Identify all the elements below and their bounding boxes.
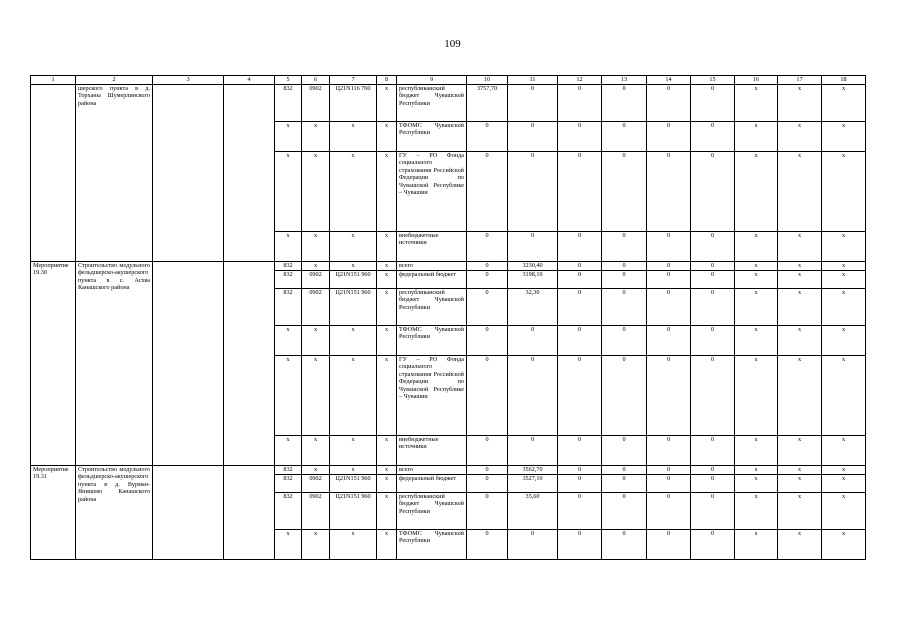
value-cell: x [302,152,330,232]
value-cell: x [735,152,778,232]
header-row [31,76,866,85]
value-cell: 0 [691,271,735,289]
column-header: 3 [153,76,224,85]
value-cell: x [275,436,302,466]
value-cell: 0 [558,271,602,289]
executor-cell [153,262,224,466]
funding-source-cell: всего [397,262,467,271]
value-cell: 0 [647,475,691,493]
value-cell: 0 [647,289,691,326]
value-cell: x [377,152,397,232]
value-cell: Ц21N116 760 [330,85,377,122]
value-cell: x [778,262,822,271]
funding-source-cell: всего [397,466,467,475]
table-row [31,262,866,271]
value-cell: x [330,530,377,560]
value-cell: 0 [647,466,691,475]
column-header: 8 [377,76,397,85]
column-header: 16 [735,76,778,85]
value-cell: x [377,271,397,289]
value-cell: 0 [691,326,735,356]
value-cell: 0 [691,262,735,271]
value-cell: x [822,262,866,271]
table-row [31,85,866,122]
column-header: 17 [778,76,822,85]
value-cell: 0 [602,326,647,356]
column-header: 7 [330,76,377,85]
value-cell: 3562,70 [508,466,558,475]
value-cell: x [377,232,397,262]
value-cell: x [330,466,377,475]
column-header: 11 [508,76,558,85]
value-cell: x [822,466,866,475]
value-cell: 0902 [302,289,330,326]
value-cell: x [735,232,778,262]
value-cell: 0 [558,289,602,326]
value-cell: x [377,356,397,436]
funding-source-cell: республиканский бюджет Чувашской Республики [397,289,467,326]
value-cell: 0 [467,271,508,289]
value-cell: 3527,10 [508,475,558,493]
value-cell: 0 [508,356,558,436]
value-cell: x [377,475,397,493]
value-cell: 0 [602,152,647,232]
value-cell: Ц21N151 960 [330,289,377,326]
value-cell: x [330,356,377,436]
value-cell: 0 [691,530,735,560]
value-cell: x [330,152,377,232]
value-cell: 0 [467,262,508,271]
value-cell: x [275,232,302,262]
value-cell: 0 [602,493,647,530]
column-header: 12 [558,76,602,85]
name-cell: шерского пункта в д. Торханы Шумерлинского района [76,85,153,262]
value-cell: 0 [602,262,647,271]
column-header: 13 [602,76,647,85]
value-cell: 0 [647,262,691,271]
value-cell: x [275,122,302,152]
value-cell: x [377,530,397,560]
value-cell: 0 [508,436,558,466]
value-cell: 0902 [302,85,330,122]
value-cell: x [735,475,778,493]
value-cell: 0 [602,122,647,152]
value-cell: 0 [647,493,691,530]
value-cell: 0 [647,530,691,560]
value-cell: 0 [467,436,508,466]
value-cell: Ц21N151 960 [330,475,377,493]
executor-cell [153,466,224,560]
funding-source-cell: ГУ – РО Фонда социального страхования Российской Федерации по Чувашской Республике – Чувашии [397,356,467,436]
value-cell: 0 [691,466,735,475]
value-cell: 832 [275,85,302,122]
value-cell: x [377,326,397,356]
value-cell: 0 [558,475,602,493]
value-cell: 0 [508,530,558,560]
value-cell: 0 [602,232,647,262]
value-cell: 0 [467,152,508,232]
funding-source-cell: внебюджетные источники [397,232,467,262]
value-cell: x [377,493,397,530]
value-cell: 0 [558,232,602,262]
value-cell: x [822,271,866,289]
value-cell: x [778,271,822,289]
event-cell: Мероприятие 19.30 [31,262,76,466]
value-cell: 0 [558,493,602,530]
value-cell: 0 [558,326,602,356]
value-cell: 0 [467,493,508,530]
value-cell: 0902 [302,493,330,530]
page-number: 109 [444,38,461,50]
funding-source-cell: внебюджетные источники [397,436,467,466]
value-cell: x [377,262,397,271]
column-header: 5 [275,76,302,85]
funding-source-cell: федеральный бюджет [397,475,467,493]
value-cell: 0 [467,289,508,326]
value-cell: 0 [602,436,647,466]
value-cell: 0 [602,289,647,326]
value-cell: 0 [467,122,508,152]
value-cell: x [735,122,778,152]
value-cell: 0 [558,152,602,232]
value-cell: x [735,289,778,326]
value-cell: x [735,271,778,289]
value-cell: 0 [467,475,508,493]
column-header: 18 [822,76,866,85]
value-cell: Ц21N151 960 [330,493,377,530]
value-cell: 0 [558,436,602,466]
value-cell: x [778,466,822,475]
column-header: 2 [76,76,153,85]
value-cell: 0 [602,475,647,493]
value-cell: x [822,356,866,436]
value-cell: 0 [602,530,647,560]
value-cell: 832 [275,475,302,493]
value-cell: 0 [691,289,735,326]
value-cell: x [330,122,377,152]
value-cell: 0 [508,85,558,122]
value-cell: x [822,152,866,232]
value-cell: 0 [602,356,647,436]
value-cell: 35,60 [508,493,558,530]
value-cell: 0 [508,152,558,232]
value-cell: x [778,122,822,152]
value-cell: x [735,436,778,466]
value-cell: x [822,122,866,152]
value-cell: 0 [508,122,558,152]
value-cell: 0 [558,85,602,122]
value-cell: x [778,436,822,466]
value-cell: x [778,326,822,356]
value-cell: x [302,530,330,560]
executor-cell [153,85,224,262]
value-cell: 832 [275,493,302,530]
value-cell: x [735,326,778,356]
value-cell: 3230,40 [508,262,558,271]
value-cell: x [377,466,397,475]
value-cell: x [822,326,866,356]
value-cell: x [275,152,302,232]
value-cell: x [822,436,866,466]
value-cell: 0 [558,262,602,271]
value-cell: x [377,85,397,122]
budget-table [30,75,866,560]
value-cell: x [330,232,377,262]
value-cell: x [822,232,866,262]
value-cell: 0 [508,326,558,356]
value-cell: 0 [647,356,691,436]
value-cell: x [302,466,330,475]
value-cell: 0 [602,466,647,475]
value-cell: x [778,152,822,232]
funding-source-cell: ТФОМС Чувашской Республики [397,122,467,152]
value-cell: x [778,289,822,326]
value-cell: 0 [602,85,647,122]
table-row [31,466,866,475]
value-cell: x [778,493,822,530]
value-cell: 0 [647,152,691,232]
value-cell: 832 [275,271,302,289]
funding-source-cell: ТФОМС Чувашской Республики [397,326,467,356]
column-header: 9 [397,76,467,85]
value-cell: x [302,436,330,466]
table-body [31,76,866,560]
value-cell: 0 [691,436,735,466]
value-cell: x [822,530,866,560]
value-cell: x [735,493,778,530]
name-cell: Строительство модульного фельдшерско-акушерского пункта в д. Вурман-Янишево Канашского района [76,466,153,560]
value-cell: 0 [508,232,558,262]
value-cell: 0 [691,85,735,122]
value-cell: 3757,70 [467,85,508,122]
value-cell: x [377,289,397,326]
value-cell: x [302,262,330,271]
funding-source-cell: ТФОМС Чувашской Республики [397,530,467,560]
value-cell: 0 [467,326,508,356]
funding-source-cell: ГУ – РО Фонда социального страхования Российской Федерации по Чувашской Республике – Чувашии [397,152,467,232]
value-cell: x [735,530,778,560]
value-cell: 0 [558,356,602,436]
coexecutor-cell [224,85,275,262]
value-cell: x [302,232,330,262]
value-cell: 832 [275,289,302,326]
value-cell: 0 [647,326,691,356]
value-cell: 0 [467,232,508,262]
value-cell: 0 [691,356,735,436]
coexecutor-cell [224,262,275,466]
funding-source-cell: федеральный бюджет [397,271,467,289]
value-cell: 0902 [302,271,330,289]
column-header: 6 [302,76,330,85]
value-cell: 0 [558,466,602,475]
value-cell: 0 [647,85,691,122]
value-cell: x [778,356,822,436]
column-header: 14 [647,76,691,85]
value-cell: 0 [602,271,647,289]
column-header: 4 [224,76,275,85]
coexecutor-cell [224,466,275,560]
value-cell: x [778,85,822,122]
value-cell: 0 [558,122,602,152]
value-cell: x [330,326,377,356]
value-cell: 0 [467,356,508,436]
value-cell: x [302,122,330,152]
funding-source-cell: республиканский бюджет Чувашской Республики [397,85,467,122]
value-cell: x [822,85,866,122]
value-cell: x [778,530,822,560]
value-cell: 0 [691,122,735,152]
value-cell: 0 [691,152,735,232]
name-cell: Строительство модульного фельдшерско-акушерского пункта в с. Асхва Канашского района [76,262,153,466]
value-cell: x [735,262,778,271]
column-header: 15 [691,76,735,85]
value-cell: x [275,530,302,560]
value-cell: 0 [691,232,735,262]
value-cell: x [735,85,778,122]
value-cell: 0 [558,530,602,560]
value-cell: 32,30 [508,289,558,326]
column-header: 10 [467,76,508,85]
value-cell: x [275,326,302,356]
value-cell: x [275,356,302,436]
value-cell: 832 [275,262,302,271]
value-cell: x [778,232,822,262]
value-cell: 0 [647,436,691,466]
value-cell: 0 [467,466,508,475]
value-cell: x [377,122,397,152]
event-cell [31,85,76,262]
column-header: 1 [31,76,76,85]
value-cell: x [822,493,866,530]
value-cell: x [330,262,377,271]
value-cell: x [302,326,330,356]
funding-source-cell: республиканский бюджет Чувашской Республики [397,493,467,530]
value-cell: x [778,475,822,493]
value-cell: 0 [467,530,508,560]
value-cell: x [822,475,866,493]
value-cell: 832 [275,466,302,475]
value-cell: Ц21N151 960 [330,271,377,289]
event-cell: Мероприятие 19.31 [31,466,76,560]
value-cell: x [302,356,330,436]
value-cell: x [330,436,377,466]
value-cell: 0 [691,493,735,530]
value-cell: x [377,436,397,466]
value-cell: x [735,466,778,475]
value-cell: 0 [691,475,735,493]
value-cell: x [822,289,866,326]
value-cell: 3198,10 [508,271,558,289]
value-cell: 0 [647,232,691,262]
value-cell: 0 [647,271,691,289]
value-cell: x [735,356,778,436]
value-cell: 0902 [302,475,330,493]
value-cell: 0 [647,122,691,152]
